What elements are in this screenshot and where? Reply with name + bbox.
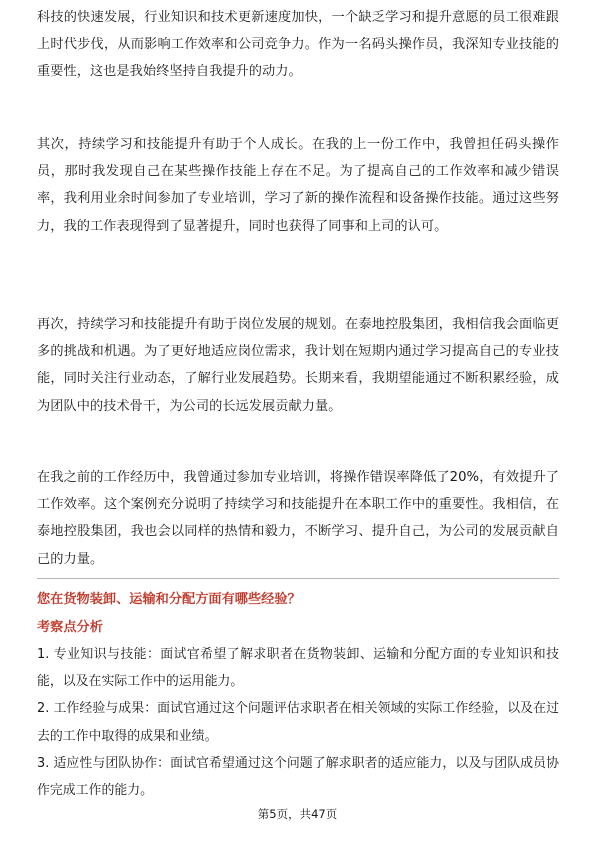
analysis-item: 1. 专业知识与技能：面试官希望了解求职者在货物装卸、运输和分配方面的专业知识和技能，以及在实际工作中的运用能力。 [37, 647, 559, 690]
body-paragraph: 科技的快速发展，行业知识和技术更新速度加快，一个缺乏学习和提升意愿的员工很难跟上时代步伐，从而影响工作效率和公司竞争力。作为一名码头操作员，我深知专业技能的重要性，这也是我始终坚持自我提升的动力。 [37, 10, 559, 80]
analysis-item: 3. 适应性与团队协作：面试官希望通过这个问题了解求职者的适应能力，以及与团队成员协作完成工作的能力。 [37, 755, 559, 799]
analysis-item: 2. 工作经验与成果：面试官通过这个问题评估求职者在相关领域的实际工作经验，以及在过去的工作中取得的成果和业绩。 [37, 701, 559, 744]
page-number-footer: 第5页，共47页 [257, 807, 338, 821]
analysis-list [37, 641, 559, 804]
body-paragraph: 其次，持续学习和技能提升有助于个人成长。在我的上一份工作中，我曾担任码头操作员，那时我发现自己在某些操作技能上存在不足。为了提高自己的工作效率和减少错误率，我利用业余时间参加了专业培训，学习了新的操作流程和设备操作技能。通过这些努力，我的工作表现得到了显著提升，同时也获得了同事和上司的认可。 [37, 137, 559, 234]
body-paragraph: 再次，持续学习和技能提升有助于岗位发展的规划。在泰地控股集团，我相信我会面临更多的挑战和机遇。为了更好地适应岗位需求，我计划在短期内通过学习提高自己的专业技能，同时关注行业动态，了解行业发展趋势。长期来看，我期望能通过不断积累经验，成为团队中的技术骨干，为公司的长远发展贡献力量。 [37, 317, 559, 414]
question-heading: 您在货物装卸、运输和分配方面有哪些经验？ [37, 592, 301, 607]
body-paragraph: 在我之前的工作经历中，我曾通过参加专业培训，将操作错误率降低了20%，有效提升了工作效率。这个案例充分说明了持续学习和技能提升在本职工作中的重要性。我相信，在泰地控股集团，我也会以同样的热情和毅力，不断学习、提升自己，为公司的发展贡献自己的力量。 [37, 470, 559, 567]
analysis-heading: 考察点分析 [37, 620, 103, 635]
section-divider [37, 578, 559, 579]
